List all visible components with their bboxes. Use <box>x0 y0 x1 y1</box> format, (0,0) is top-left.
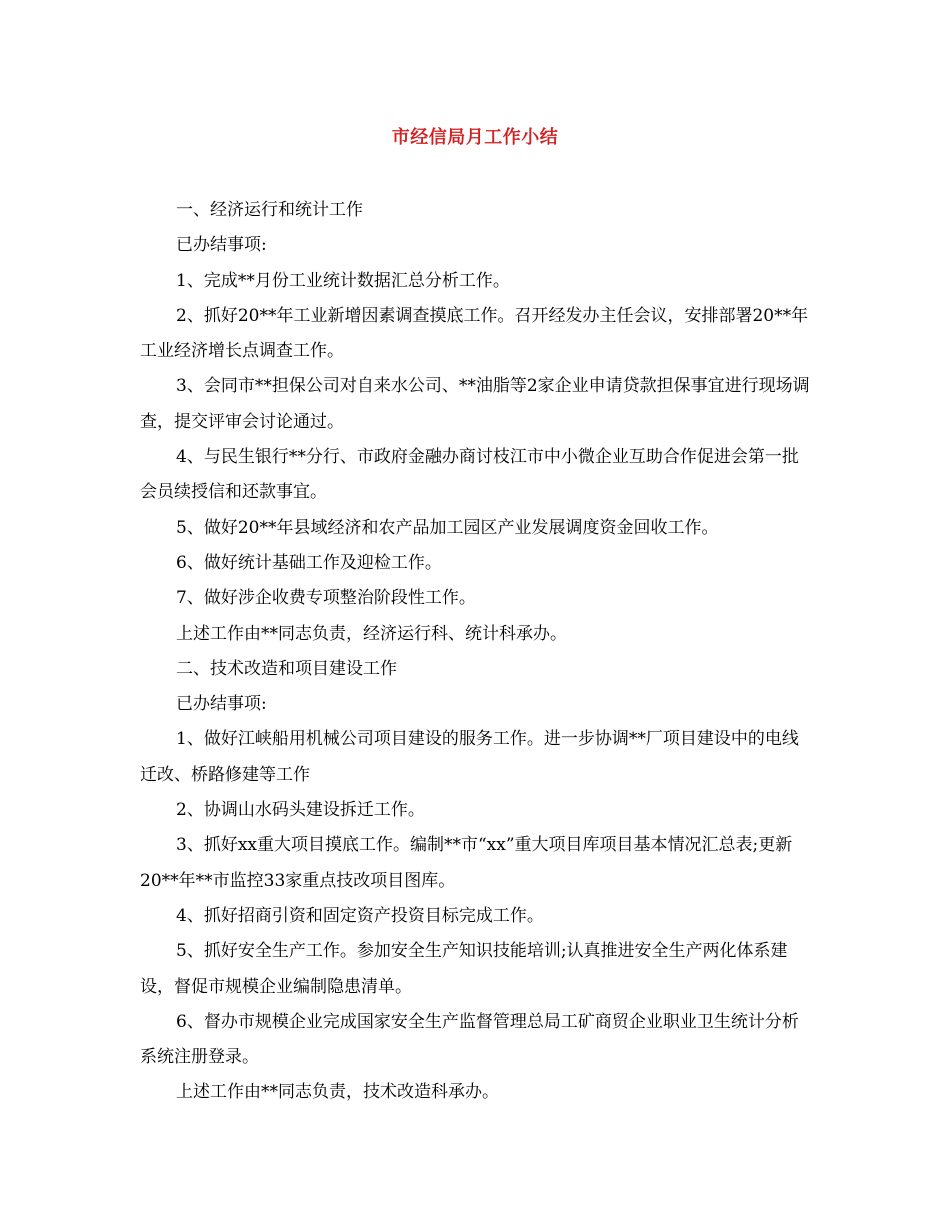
list-item: 6、督办市规模企业完成国家安全生产监督管理总局工矿商贸企业职业卫生统计分析系统注册登录。 <box>140 1011 799 1068</box>
section-heading-1: 一、经济运行和统计工作 <box>176 200 363 220</box>
list-item: 5、做好20**年县域经济和农产品加工园区产业发展调度资金回收工作。 <box>176 517 719 538</box>
completed-items-label-2: 已办结事项: <box>176 694 267 715</box>
section-heading-2: 二、技术改造和项目建设工作 <box>176 658 397 679</box>
responsibility-note-1: 上述工作由**同志负责，经济运行科、统计科承办。 <box>176 623 567 644</box>
list-item: 1、完成**月份工业统计数据汇总分析工作。 <box>176 270 510 291</box>
document-body <box>140 193 812 1111</box>
list-item: 3、抓好xx重大项目摸底工作。编制**市“xx”重大项目库项目基本情况汇总表;更新20**年**市监控33家重点技改项目图库。 <box>140 835 793 891</box>
completed-items-label-1: 已办结事项: <box>176 235 267 256</box>
list-item: 1、做好江峡船用机械公司项目建设的服务工作。进一步协调**厂项目建设中的电线迁改、桥路修建等工作 <box>140 729 799 785</box>
list-item: 6、做好统计基础工作及迎检工作。 <box>176 552 442 573</box>
list-item: 2、协调山水码头建设拆迁工作。 <box>176 800 425 821</box>
list-item: 3、会同市**担保公司对自来水公司、**油脂等2家企业申请贷款担保事宜进行现场调查，提交评审会讨论通过。 <box>140 376 810 432</box>
list-item: 4、与民生银行**分行、市政府金融办商讨枝江市中小微企业互助合作促进会第一批会员续授信和还款事宜。 <box>140 447 799 503</box>
list-item: 5、抓好安全生产工作。参加安全生产知识技能培训;认真推进安全生产两化体系建设，督促市规模企业编制隐患清单。 <box>140 941 788 997</box>
list-item: 2、抓好20**年工业新增因素调查摸底工作。召开经发办主任会议，安排部署20**年工业经济增长点调查工作。 <box>140 305 809 362</box>
list-item: 7、做好涉企收费专项整治阶段性工作。 <box>176 588 476 609</box>
list-item: 4、抓好招商引资和固定资产投资目标完成工作。 <box>176 905 544 926</box>
document-title: 市经信局月工作小结 <box>391 127 559 148</box>
responsibility-note-2: 上述工作由**同志负责，技术改造科承办。 <box>176 1082 499 1103</box>
